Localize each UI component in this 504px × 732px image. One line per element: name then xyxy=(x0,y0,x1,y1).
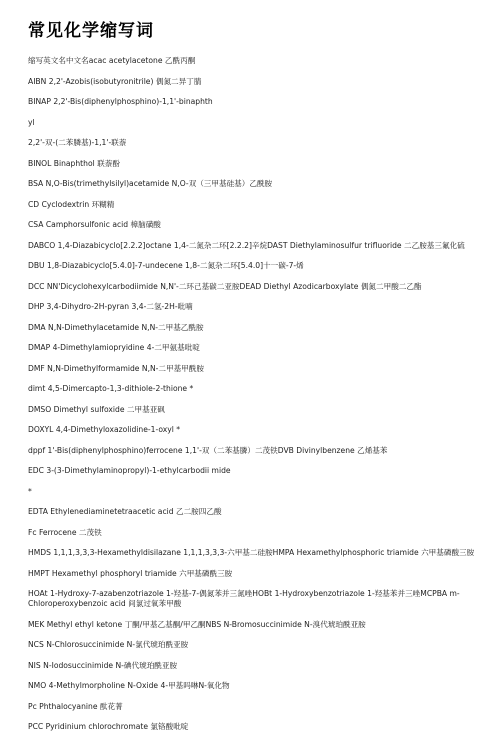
list-item: MEK Methyl ethyl ketone 丁酮/甲基乙基酮/甲乙酮NBS N-Bromosuccinimide N-溴代琥珀酰亚胺 xyxy=(28,619,366,629)
list-item: EDC 3-(3-Dimethylaminopropyl)-1-ethylcarbodii mide xyxy=(28,466,231,475)
list-item: DMSO Dimethyl sulfoxide 二甲基亚砜 xyxy=(28,404,165,414)
list-item: 2,2'-双-(二苯膦基)-1,1'-联萘 xyxy=(28,138,127,147)
abbreviation-list xyxy=(28,56,494,732)
list-item: NIS N-Iodosuccinimide N-碘代琥珀酰亚胺 xyxy=(28,660,178,670)
list-item: HMDS 1,1,1,3,3,3-Hexamethyldisilazane 1,1,1,3,3,3-六甲基二硅胺HMPA Hexamethylphosphoric triamide 六甲基磷酸三胺 xyxy=(28,548,475,557)
list-item: AIBN 2,2'-Azobis(isobutyronitrile) 偶氮二异丁腈 xyxy=(28,76,202,86)
list-item: NMO 4-Methylmorpholine N-Oxide 4-甲基吗啉N-氧化物 xyxy=(28,681,230,690)
list-item: * xyxy=(28,486,32,496)
list-item: HMPT Hexamethyl phosphoryl triamide 六甲基磷酰三胺 xyxy=(28,568,233,578)
list-item: dppf 1'-Bis(diphenylphosphino)ferrocene 1,1'-双（二苯基膦）二茂铁DVB Divinylbenzene 乙烯基苯 xyxy=(28,445,388,455)
list-item: PCC Pyridinium chlorochromate 氯铬酸吡啶 xyxy=(28,722,189,731)
list-item: DABCO 1,4-Diazabicyclo[2.2.2]octane 1,4-二氮杂二环[2.2.2]辛烷DAST Diethylaminosulfur trifluoride 二乙胺基三氟化硫 xyxy=(28,240,465,250)
list-item: DMF N,N-Dimethylformamide N,N-二甲基甲酰胺 xyxy=(28,363,204,373)
list-item: EDTA Ethylenediaminetetraacetic acid 乙二胺四乙酸 xyxy=(28,507,222,516)
list-item: DMA N,N-Dimethylacetamide N,N-二甲基乙酰胺 xyxy=(28,322,204,332)
list-item: BINAP 2,2'-Bis(diphenylphosphino)-1,1'-binaphth xyxy=(28,97,213,106)
list-item: yl xyxy=(28,117,35,127)
list-item: HOAt 1-Hydroxy-7-azabenzotriazole 1-羟基-7-偶氮苯并三氮唑HOBt 1-Hydroxybenzotriazole 1-羟基苯并三唑MCPBA m-Chloroperoxybenzoic acid 间氯过氧苯甲酸 xyxy=(28,589,460,608)
page-title: 常见化学缩写词 xyxy=(28,21,154,41)
list-item: CSA Camphorsulfonic acid 樟脑磺酸 xyxy=(28,220,161,229)
list-item: CD Cyclodextrin 环糊精 xyxy=(28,199,115,209)
list-item: Fc Ferrocene 二茂铁 xyxy=(28,527,102,537)
list-item: DHP 3,4-Dihydro-2H-pyran 3,4-二氢-2H-吡喃 xyxy=(28,302,193,311)
list-item: NCS N-Chlorosuccinimide N-氯代琥珀酰亚胺 xyxy=(28,640,189,649)
list-item: DMAP 4-Dimethylamiopryidine 4-二甲氨基吡啶 xyxy=(28,343,200,352)
list-item: DOXYL 4,4-Dimethyloxazolidine-1-oxyl * xyxy=(28,425,181,434)
list-item: BSA N,O-Bis(trimethylsilyl)acetamide N,O-双（三甲基硅基）乙酰胺 xyxy=(28,179,273,188)
list-item: dimt 4,5-Dimercapto-1,3-dithiole-2-thione * xyxy=(28,384,194,393)
list-item: DBU 1,8-Diazabicyclo[5.4.0]-7-undecene 1,8-二氮杂二环[5.4.0]十一碳-7-烯 xyxy=(28,261,304,270)
list-item: 缩写英文名中文名acac acetylacetone 乙酰丙酮 xyxy=(28,56,196,65)
list-item: DCC NN'Dicyclohexylcarbodiimide N,N'-二环己基碳二亚胺DEAD Diethyl Azodicarboxylate 偶氮二甲酸二乙酯 xyxy=(28,281,422,291)
list-item: Pc Phthalocyanine 酞花菁 xyxy=(28,701,123,711)
list-item: BINOL Binaphthol 联萘酚 xyxy=(28,158,120,168)
